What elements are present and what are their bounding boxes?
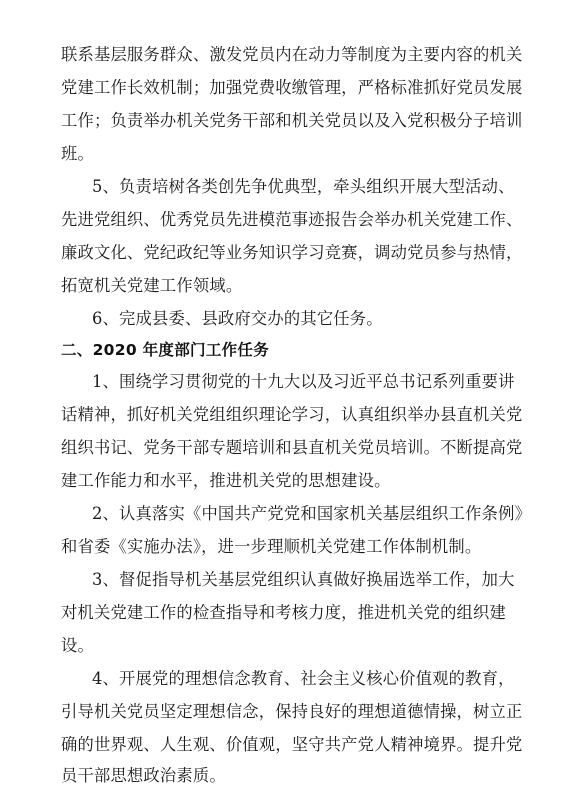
- text-line: 2、认真落实《中国共产党党和国家机关基层组织工作条例》: [92, 504, 532, 523]
- text-line: 引导机关党员坚定理想信念，保持良好的理想道德情操，树立正: [61, 702, 523, 721]
- text-line: 先进党组织、优秀党员先进模范事迹报告会举办机关党建工作、: [61, 210, 523, 229]
- text-line: 1、围绕学习贯彻党的十九大以及习近平总书记系列重要讲: [92, 372, 515, 391]
- text-line: 和省委《实施办法》，进一步理顺机关党建工作体制机制。: [61, 537, 482, 556]
- text-line: 班。: [61, 144, 94, 163]
- text-line: 工作；负责举办机关党务干部和机关党员以及入党积极分子培训: [61, 111, 523, 130]
- section-heading: 二、2020 年度部门工作任务: [61, 341, 270, 359]
- text-line: 3、督促指导机关基层党组织认真做好换届选举工作，加大: [92, 570, 515, 589]
- text-line: 员干部思想政治素质。: [61, 766, 226, 785]
- text-line: 建工作能力和水平，推进机关党的思想建设。: [61, 471, 391, 490]
- text-line: 话精神，抓好机关党组组织理论学习，认真组织举办县直机关党: [61, 405, 523, 424]
- text-line: 廉政文化、党纪政纪等业务知识学习竞赛，调动党员参与热情，: [61, 243, 523, 262]
- text-line: 设。: [61, 636, 94, 655]
- text-line: 4、开展党的理想信念教育、社会主义核心价值观的教育，: [92, 669, 515, 688]
- text-line: 拓宽机关党建工作领域。: [61, 276, 243, 295]
- text-line: 6、完成县委、县政府交办的其它任务。: [92, 309, 383, 328]
- text-line: 确的世界观、人生观、价值观，坚守共产党人精神境界。提升党: [61, 735, 523, 754]
- text-line: 对机关党建工作的检查指导和考核力度，推进机关党的组织建: [61, 603, 506, 622]
- text-line: 组织书记、党务干部专题培训和县直机关党员培训。不断提高党: [61, 438, 523, 457]
- text-line: 联系基层服务群众、激发党员内在动力等制度为主要内容的机关: [61, 45, 523, 64]
- text-line: 党建工作长效机制；加强党费收缴管理，严格标准抓好党员发展: [61, 78, 523, 97]
- text-line: 5、负责培树各类创先争优典型，牵头组织开展大型活动、: [92, 177, 515, 196]
